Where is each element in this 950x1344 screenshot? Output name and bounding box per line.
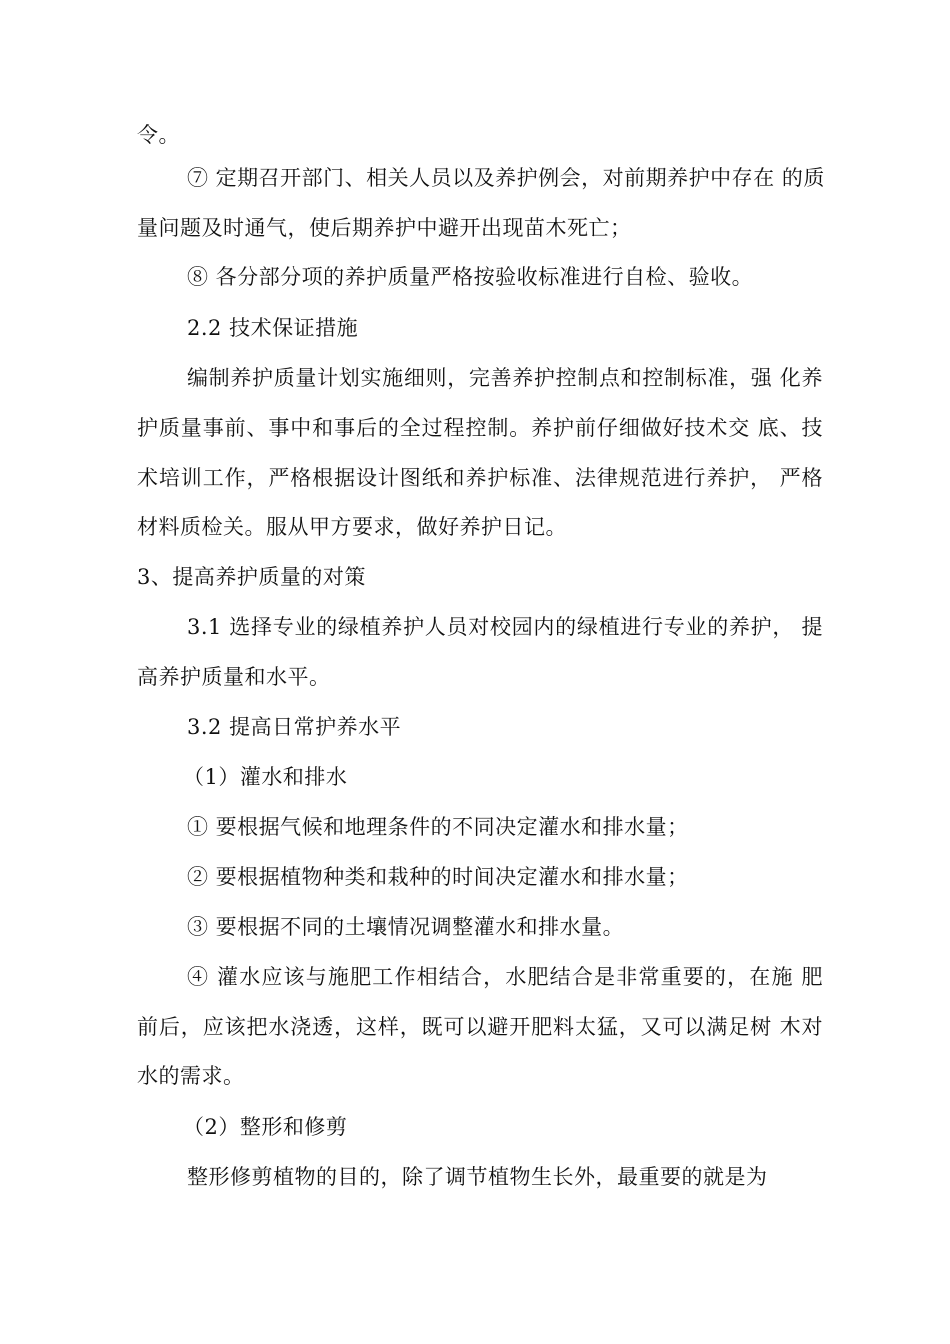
text-line-16: ② 要根据植物种类和栽种的时间决定灌水和排水量； (187, 865, 689, 889)
text-line-6: 编制养护质量计划实施细则，完善养护控制点和控制标准，强 化养 (187, 366, 823, 390)
text-line-2: ⑦ 定期召开部门、相关人员以及养护例会，对前期养护中存在 的质 (187, 166, 825, 190)
text-line-19: 前后，应该把水浇透，这样，既可以避开肥料太猛，又可以满足树 木对 (137, 1015, 823, 1039)
text-line-9: 材料质检关。服从甲方要求，做好养护日记。 (137, 515, 567, 539)
text-line-1: 令。 (137, 123, 180, 147)
text-line-12: 高养护质量和水平。 (137, 665, 331, 689)
subsection-heading-1: （1）灌水和排水 (183, 765, 348, 789)
text-line-11: 3.1 选择专业的绿植养护人员对校园内的绿植进行专业的养护， 提 (187, 615, 823, 639)
text-line-3: 量问题及时通气，使后期养护中避开出现苗木死亡； (137, 216, 632, 240)
text-line-17: ③ 要根据不同的土壤情况调整灌水和排水量。 (187, 915, 625, 939)
text-line-15: ① 要根据气候和地理条件的不同决定灌水和排水量； (187, 815, 689, 839)
text-line-4: ⑧ 各分部分项的养护质量严格按验收标准进行自检、验收。 (187, 265, 754, 289)
section-heading-2-2: 2.2 技术保证措施 (187, 316, 359, 340)
subsection-heading-2: （2）整形和修剪 (183, 1115, 348, 1139)
text-line-18: ④ 灌水应该与施肥工作相结合，水肥结合是非常重要的，在施 肥 (187, 965, 823, 989)
text-line-8: 术培训工作，严格根据设计图纸和养护标准、法律规范进行养护， 严格 (137, 466, 823, 490)
text-line-20: 水的需求。 (137, 1064, 245, 1088)
text-line-7: 护质量事前、事中和事后的全过程控制。养护前仔细做好技术交 底、技 (137, 416, 823, 440)
text-line-22: 整形修剪植物的目的，除了调节植物生长外，最重要的就是为 (187, 1165, 768, 1189)
section-heading-3: 3、提高养护质量的对策 (137, 565, 366, 589)
section-heading-3-2: 3.2 提高日常护养水平 (187, 715, 402, 739)
